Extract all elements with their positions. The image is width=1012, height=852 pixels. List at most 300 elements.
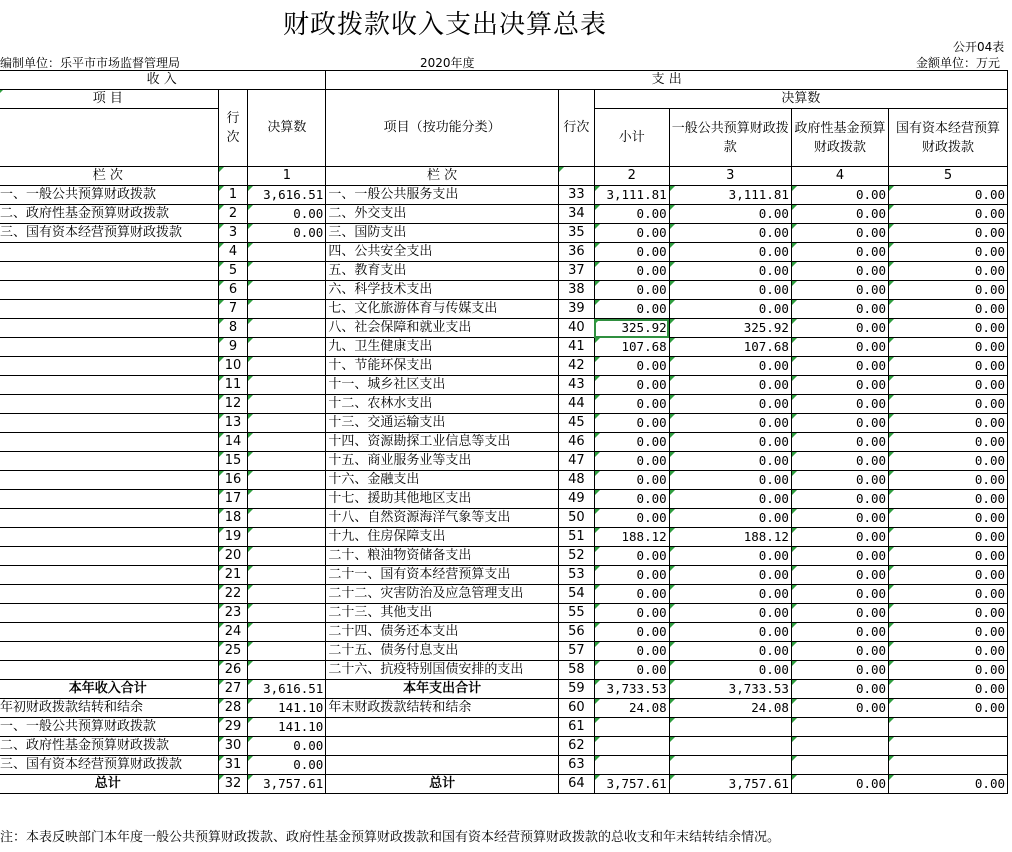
income-item-cell[interactable]: [0, 433, 218, 452]
income-item-cell[interactable]: [0, 319, 218, 338]
fund-budget-cell[interactable]: 0.00: [791, 604, 888, 623]
income-item-cell[interactable]: [0, 281, 218, 300]
income-amount-cell[interactable]: [248, 566, 326, 585]
general-budget-cell[interactable]: 325.92: [669, 319, 791, 338]
table-row: [0, 642, 1009, 661]
fund-budget-cell[interactable]: 0.00: [791, 262, 888, 281]
income-item-cell[interactable]: [0, 509, 218, 528]
income-line-no-cell[interactable]: 32: [218, 775, 248, 794]
expense-item-cell[interactable]: 十一、城乡社区支出: [326, 376, 559, 395]
fund-budget-cell[interactable]: [791, 737, 888, 756]
fund-budget-cell[interactable]: 0.00: [791, 281, 888, 300]
income-line-no-cell[interactable]: 27: [218, 680, 248, 699]
general-budget-cell[interactable]: 0.00: [669, 357, 791, 376]
fund-budget-cell[interactable]: 0.00: [791, 509, 888, 528]
subtotal-cell[interactable]: 0.00: [594, 547, 669, 566]
income-amount-cell[interactable]: 0.00: [248, 737, 326, 756]
general-budget-cell[interactable]: 0.00: [669, 661, 791, 680]
income-item-cell[interactable]: [0, 338, 218, 357]
expense-line-no-cell[interactable]: 42: [558, 357, 594, 376]
income-line-no-cell[interactable]: 1: [218, 186, 248, 205]
fund-budget-cell[interactable]: 0.00: [791, 205, 888, 224]
table-row: [0, 585, 1009, 604]
expense-line-no-cell[interactable]: 53: [558, 566, 594, 585]
expense-item-cell[interactable]: 二十六、抗疫特别国债安排的支出: [326, 661, 559, 680]
income-item-cell[interactable]: [0, 528, 218, 547]
income-amount-cell[interactable]: [248, 319, 326, 338]
table-row: [0, 452, 1009, 471]
income-amount-cell[interactable]: [248, 528, 326, 547]
subtotal-cell[interactable]: 0.00: [594, 205, 669, 224]
state-capital-cell[interactable]: 0.00: [889, 243, 1008, 262]
subtotal-cell[interactable]: 0.00: [594, 604, 669, 623]
income-amount-cell[interactable]: [248, 281, 326, 300]
func-item-header: 项目（按功能分类）: [326, 90, 559, 167]
expense-line-no-cell[interactable]: 51: [558, 528, 594, 547]
fund-budget-cell[interactable]: 0.00: [791, 699, 888, 718]
expense-item-cell[interactable]: 九、卫生健康支出: [326, 338, 559, 357]
income-amount-cell[interactable]: [248, 395, 326, 414]
expense-item-cell[interactable]: 三、国防支出: [326, 224, 559, 243]
income-line-no-cell[interactable]: 9: [218, 338, 248, 357]
expense-line-no-cell[interactable]: 36: [558, 243, 594, 262]
income-line-no-cell[interactable]: 18: [218, 509, 248, 528]
general-budget-cell[interactable]: [669, 756, 791, 775]
state-capital-cell[interactable]: 0.00: [889, 566, 1008, 585]
fund-budget-cell[interactable]: 0.00: [791, 490, 888, 509]
income-amount-cell[interactable]: [248, 338, 326, 357]
expense-line-no-cell[interactable]: 48: [558, 471, 594, 490]
income-amount-cell[interactable]: [248, 490, 326, 509]
expense-item-cell[interactable]: 二十三、其他支出: [326, 604, 559, 623]
state-capital-cell[interactable]: 0.00: [889, 357, 1008, 376]
expense-item-cell[interactable]: 十八、自然资源海洋气象等支出: [326, 509, 559, 528]
fund-budget-cell[interactable]: 0.00: [791, 566, 888, 585]
expense-line-no-cell[interactable]: 58: [558, 661, 594, 680]
income-item-cell[interactable]: 三、国有资本经营预算财政拨款: [0, 224, 218, 243]
income-amount-cell[interactable]: [248, 357, 326, 376]
fund-budget-cell[interactable]: 0.00: [791, 452, 888, 471]
state-capital-cell[interactable]: 0.00: [889, 471, 1008, 490]
subtotal-cell[interactable]: 0.00: [594, 471, 669, 490]
subtotal-cell[interactable]: 0.00: [594, 224, 669, 243]
income-amount-cell[interactable]: [248, 547, 326, 566]
fund-budget-cell[interactable]: 0.00: [791, 186, 888, 205]
subtotal-cell[interactable]: 3,757.61: [594, 775, 669, 794]
general-budget-cell[interactable]: 3,111.81: [669, 186, 791, 205]
expense-item-cell[interactable]: 二十四、债务还本支出: [326, 623, 559, 642]
page-title: 财政拨款收入支出决算总表: [282, 10, 607, 40]
state-capital-cell[interactable]: 0.00: [889, 528, 1008, 547]
subtotal-cell[interactable]: [594, 756, 669, 775]
fund-budget-cell[interactable]: 0.00: [791, 680, 888, 699]
general-budget-cell[interactable]: 0.00: [669, 224, 791, 243]
expense-line-no-cell[interactable]: 44: [558, 395, 594, 414]
expense-line-no-cell[interactable]: 49: [558, 490, 594, 509]
expense-line-no-cell[interactable]: 61: [558, 718, 594, 737]
state-capital-cell[interactable]: 0.00: [889, 205, 1008, 224]
general-budget-cell[interactable]: 3,733.53: [669, 680, 791, 699]
expense-line-no-cell[interactable]: 56: [558, 623, 594, 642]
subtotal-cell[interactable]: 0.00: [594, 566, 669, 585]
subtotal-cell[interactable]: 24.08: [594, 699, 669, 718]
expense-item-cell[interactable]: 十七、援助其他地区支出: [326, 490, 559, 509]
fund-budget-cell[interactable]: 0.00: [791, 661, 888, 680]
subtotal-cell[interactable]: 325.92: [594, 319, 669, 338]
fund-budget-cell[interactable]: 0.00: [791, 414, 888, 433]
fund-budget-cell[interactable]: 0.00: [791, 224, 888, 243]
income-line-no-cell[interactable]: 6: [218, 281, 248, 300]
expense-line-no-cell[interactable]: 43: [558, 376, 594, 395]
income-line-no-cell[interactable]: 10: [218, 357, 248, 376]
subtotal-cell[interactable]: 0.00: [594, 452, 669, 471]
fund-budget-cell[interactable]: 0.00: [791, 433, 888, 452]
subtotal-cell[interactable]: 107.68: [594, 338, 669, 357]
expense-item-cell[interactable]: 六、科学技术支出: [326, 281, 559, 300]
fund-budget-cell[interactable]: 0.00: [791, 338, 888, 357]
general-budget-cell[interactable]: 0.00: [669, 509, 791, 528]
expense-item-cell[interactable]: 十五、商业服务业等支出: [326, 452, 559, 471]
income-line-no-cell[interactable]: 24: [218, 623, 248, 642]
income-item-cell[interactable]: [0, 547, 218, 566]
expense-item-cell[interactable]: 十九、住房保障支出: [326, 528, 559, 547]
subtotal-cell[interactable]: 0.00: [594, 395, 669, 414]
income-amount-cell[interactable]: [248, 509, 326, 528]
fund-budget-cell[interactable]: 0.00: [791, 376, 888, 395]
expense-line-no-cell[interactable]: 62: [558, 737, 594, 756]
expense-item-cell[interactable]: 年末财政拨款结转和结余: [326, 699, 559, 718]
expense-item-cell[interactable]: 四、公共安全支出: [326, 243, 559, 262]
expense-item-cell[interactable]: [326, 737, 559, 756]
subtotal-cell[interactable]: 0.00: [594, 281, 669, 300]
subtotal-cell[interactable]: 0.00: [594, 300, 669, 319]
expense-item-cell[interactable]: 十四、资源勘探工业信息等支出: [326, 433, 559, 452]
state-capital-cell[interactable]: 0.00: [889, 433, 1008, 452]
income-amount-cell[interactable]: [248, 376, 326, 395]
state-capital-cell[interactable]: 0.00: [889, 224, 1008, 243]
income-amount-cell[interactable]: [248, 414, 326, 433]
income-item-cell[interactable]: [0, 623, 218, 642]
subtotal-cell[interactable]: 0.00: [594, 433, 669, 452]
general-budget-cell[interactable]: 0.00: [669, 490, 791, 509]
state-capital-cell[interactable]: 0.00: [889, 490, 1008, 509]
income-item-cell[interactable]: [0, 243, 218, 262]
income-amount-cell[interactable]: 141.10: [248, 718, 326, 737]
expense-item-cell[interactable]: 二十五、债务付息支出: [326, 642, 559, 661]
general-budget-cell[interactable]: [669, 718, 791, 737]
income-line-no-cell[interactable]: 4: [218, 243, 248, 262]
fund-budget-cell[interactable]: 0.00: [791, 547, 888, 566]
expense-line-no-cell[interactable]: 50: [558, 509, 594, 528]
expense-line-no-cell[interactable]: 59: [558, 680, 594, 699]
table-row: [0, 737, 1009, 756]
income-line-no-cell[interactable]: 17: [218, 490, 248, 509]
expense-line-no-cell[interactable]: 55: [558, 604, 594, 623]
expense-item-cell[interactable]: 一、一般公共服务支出: [326, 186, 559, 205]
expense-item-cell[interactable]: 二十一、国有资本经营预算支出: [326, 566, 559, 585]
expense-line-no-cell[interactable]: 35: [558, 224, 594, 243]
income-item-cell[interactable]: [0, 262, 218, 281]
income-item-cell[interactable]: [0, 357, 218, 376]
expense-item-cell[interactable]: [326, 718, 559, 737]
fund-budget-cell[interactable]: 0.00: [791, 395, 888, 414]
subtotal-cell[interactable]: 0.00: [594, 623, 669, 642]
state-capital-cell[interactable]: 0.00: [889, 300, 1008, 319]
fund-budget-cell[interactable]: 0.00: [791, 300, 888, 319]
income-item-cell[interactable]: [0, 566, 218, 585]
general-budget-cell[interactable]: 0.00: [669, 205, 791, 224]
general-budget-cell[interactable]: 0.00: [669, 566, 791, 585]
expense-line-no-cell[interactable]: 45: [558, 414, 594, 433]
state-capital-cell[interactable]: 0.00: [889, 661, 1008, 680]
subtotal-cell[interactable]: 0.00: [594, 243, 669, 262]
subtotal-cell[interactable]: 0.00: [594, 585, 669, 604]
income-item-cell[interactable]: [0, 661, 218, 680]
subtotal-cell[interactable]: [594, 737, 669, 756]
fund-budget-cell[interactable]: 0.00: [791, 642, 888, 661]
expense-line-no-cell[interactable]: 34: [558, 205, 594, 224]
expense-item-cell[interactable]: 七、文化旅游体育与传媒支出: [326, 300, 559, 319]
table-row: [0, 376, 1009, 395]
income-line-no-cell[interactable]: 29: [218, 718, 248, 737]
state-capital-cell[interactable]: 0.00: [889, 376, 1008, 395]
income-amount-cell[interactable]: 3,757.61: [248, 775, 326, 794]
income-item-cell[interactable]: [0, 414, 218, 433]
income-line-no-cell[interactable]: 23: [218, 604, 248, 623]
fund-budget-cell[interactable]: 0.00: [791, 585, 888, 604]
subtotal-cell[interactable]: 0.00: [594, 357, 669, 376]
expense-item-cell[interactable]: 二、外交支出: [326, 205, 559, 224]
state-capital-cell[interactable]: 0.00: [889, 604, 1008, 623]
income-item-cell[interactable]: [0, 452, 218, 471]
state-capital-cell[interactable]: 0.00: [889, 547, 1008, 566]
general-budget-cell[interactable]: 24.08: [669, 699, 791, 718]
subtotal-cell[interactable]: 0.00: [594, 642, 669, 661]
state-capital-cell[interactable]: 0.00: [889, 623, 1008, 642]
income-amount-cell[interactable]: 141.10: [248, 699, 326, 718]
subtotal-cell[interactable]: 0.00: [594, 509, 669, 528]
subtotal-cell[interactable]: 0.00: [594, 661, 669, 680]
general-budget-cell[interactable]: 188.12: [669, 528, 791, 547]
income-item-cell[interactable]: 年初财政拨款结转和结余: [0, 699, 218, 718]
fund-budget-cell[interactable]: 0.00: [791, 319, 888, 338]
income-amount-cell[interactable]: 0.00: [248, 756, 326, 775]
income-amount-cell[interactable]: [248, 300, 326, 319]
general-budget-cell[interactable]: 0.00: [669, 433, 791, 452]
general-budget-cell[interactable]: 0.00: [669, 452, 791, 471]
general-budget-cell[interactable]: 0.00: [669, 262, 791, 281]
income-item-cell[interactable]: 本年收入合计: [0, 680, 218, 699]
fund-budget-cell[interactable]: [791, 718, 888, 737]
income-item-cell[interactable]: [0, 585, 218, 604]
income-line-no-cell[interactable]: 11: [218, 376, 248, 395]
income-line-no-cell[interactable]: 13: [218, 414, 248, 433]
subtotal-cell[interactable]: 0.00: [594, 490, 669, 509]
state-capital-cell[interactable]: [889, 756, 1008, 775]
expense-line-no-cell[interactable]: 33: [558, 186, 594, 205]
income-item-cell[interactable]: [0, 490, 218, 509]
general-budget-cell[interactable]: 0.00: [669, 395, 791, 414]
income-line-no-cell[interactable]: 22: [218, 585, 248, 604]
income-amount-cell[interactable]: 0.00: [248, 224, 326, 243]
general-budget-cell[interactable]: 107.68: [669, 338, 791, 357]
income-item-cell[interactable]: [0, 300, 218, 319]
general-budget-cell[interactable]: 0.00: [669, 547, 791, 566]
income-item-cell[interactable]: [0, 376, 218, 395]
fund-budget-cell[interactable]: [791, 756, 888, 775]
state-capital-cell[interactable]: 0.00: [889, 319, 1008, 338]
expense-line-no-cell[interactable]: 46: [558, 433, 594, 452]
income-item-cell[interactable]: 二、政府性基金预算财政拨款: [0, 737, 218, 756]
expense-line-no-cell[interactable]: 39: [558, 300, 594, 319]
state-capital-cell[interactable]: 0.00: [889, 452, 1008, 471]
general-budget-cell[interactable]: 0.00: [669, 376, 791, 395]
report-table: [0, 70, 1009, 794]
subtotal-cell[interactable]: 188.12: [594, 528, 669, 547]
subtotal-cell[interactable]: 0.00: [594, 262, 669, 281]
income-amount-cell[interactable]: [248, 623, 326, 642]
subtotal-cell[interactable]: 0.00: [594, 376, 669, 395]
income-amount-cell[interactable]: [248, 452, 326, 471]
income-line-no-cell[interactable]: 2: [218, 205, 248, 224]
expense-line-no-cell[interactable]: 38: [558, 281, 594, 300]
income-line-no-cell[interactable]: 3: [218, 224, 248, 243]
subtotal-cell[interactable]: [594, 718, 669, 737]
expense-item-cell[interactable]: 二十、粮油物资储备支出: [326, 547, 559, 566]
income-line-no-cell[interactable]: 14: [218, 433, 248, 452]
state-capital-cell[interactable]: 0.00: [889, 680, 1008, 699]
income-amount-cell[interactable]: [248, 585, 326, 604]
income-line-no-cell[interactable]: 28: [218, 699, 248, 718]
expense-line-no-cell[interactable]: 57: [558, 642, 594, 661]
general-budget-cell[interactable]: 0.00: [669, 585, 791, 604]
general-budget-cell[interactable]: 0.00: [669, 642, 791, 661]
income-line-no-cell[interactable]: 21: [218, 566, 248, 585]
fund-budget-cell[interactable]: 0.00: [791, 243, 888, 262]
income-item-cell[interactable]: [0, 642, 218, 661]
income-item-cell[interactable]: [0, 471, 218, 490]
general-budget-cell[interactable]: 0.00: [669, 623, 791, 642]
state-capital-cell[interactable]: 0.00: [889, 395, 1008, 414]
expense-line-no-cell[interactable]: 64: [558, 775, 594, 794]
expense-item-cell[interactable]: 二十二、灾害防治及应急管理支出: [326, 585, 559, 604]
fund-budget-cell[interactable]: 0.00: [791, 357, 888, 376]
state-capital-cell[interactable]: 0.00: [889, 186, 1008, 205]
state-capital-cell[interactable]: 0.00: [889, 775, 1008, 794]
income-amount-cell[interactable]: 3,616.51: [248, 680, 326, 699]
income-item-cell[interactable]: 总计: [0, 775, 218, 794]
income-amount-cell[interactable]: 0.00: [248, 205, 326, 224]
state-capital-cell[interactable]: 0.00: [889, 585, 1008, 604]
table-row: [0, 528, 1009, 547]
income-amount-cell[interactable]: 3,616.51: [248, 186, 326, 205]
income-amount-cell[interactable]: [248, 604, 326, 623]
expense-item-cell[interactable]: 总计: [326, 775, 559, 794]
income-line-no-cell[interactable]: 26: [218, 661, 248, 680]
expense-line-no-cell[interactable]: 41: [558, 338, 594, 357]
expense-item-cell[interactable]: [326, 756, 559, 775]
income-line-no-cell[interactable]: 25: [218, 642, 248, 661]
general-budget-cell[interactable]: 0.00: [669, 604, 791, 623]
expense-line-no-cell[interactable]: 37: [558, 262, 594, 281]
income-line-no-cell[interactable]: 20: [218, 547, 248, 566]
subtotal-cell[interactable]: 3,733.53: [594, 680, 669, 699]
expense-line-no-cell[interactable]: 47: [558, 452, 594, 471]
state-capital-cell[interactable]: [889, 737, 1008, 756]
income-line-no-cell[interactable]: 7: [218, 300, 248, 319]
income-line-no-cell[interactable]: 8: [218, 319, 248, 338]
income-amount-cell[interactable]: [248, 661, 326, 680]
fund-budget-cell[interactable]: 0.00: [791, 623, 888, 642]
state-capital-cell[interactable]: 0.00: [889, 642, 1008, 661]
state-capital-cell[interactable]: 0.00: [889, 338, 1008, 357]
expense-line-no-cell[interactable]: 63: [558, 756, 594, 775]
subtotal-header: 小计: [594, 109, 669, 167]
juesuan-header: 决算数: [594, 90, 1007, 109]
fund-budget-cell[interactable]: 0.00: [791, 775, 888, 794]
subtotal-cell[interactable]: 0.00: [594, 414, 669, 433]
income-item-cell[interactable]: [0, 604, 218, 623]
fund-budget-cell[interactable]: 0.00: [791, 528, 888, 547]
state-capital-cell[interactable]: 0.00: [889, 414, 1008, 433]
state-capital-cell[interactable]: 0.00: [889, 262, 1008, 281]
general-budget-cell[interactable]: [669, 737, 791, 756]
state-capital-cell[interactable]: [889, 718, 1008, 737]
income-line-no-cell[interactable]: 30: [218, 737, 248, 756]
form-code: 公开04表: [953, 40, 1005, 54]
income-line-no-cell[interactable]: 19: [218, 528, 248, 547]
expense-item-cell[interactable]: 十六、金融支出: [326, 471, 559, 490]
income-item-cell[interactable]: 三、国有资本经营预算财政拨款: [0, 756, 218, 775]
income-item-cell[interactable]: [0, 395, 218, 414]
income-amount-cell[interactable]: [248, 471, 326, 490]
state-capital-cell[interactable]: 0.00: [889, 281, 1008, 300]
income-line-no-cell[interactable]: 12: [218, 395, 248, 414]
income-amount-cell[interactable]: [248, 433, 326, 452]
income-item-cell[interactable]: 二、政府性基金预算财政拨款: [0, 205, 218, 224]
general-budget-cell[interactable]: 0.00: [669, 281, 791, 300]
income-amount-cell[interactable]: [248, 642, 326, 661]
expense-item-cell[interactable]: 八、社会保障和就业支出: [326, 319, 559, 338]
income-line-no-cell[interactable]: 31: [218, 756, 248, 775]
income-line-no-cell[interactable]: 5: [218, 262, 248, 281]
income-amount-cell[interactable]: [248, 262, 326, 281]
expense-item-cell[interactable]: 十二、农林水支出: [326, 395, 559, 414]
expense-line-no-cell[interactable]: 54: [558, 585, 594, 604]
expense-item-cell[interactable]: 本年支出合计: [326, 680, 559, 699]
fund-budget-cell[interactable]: 0.00: [791, 471, 888, 490]
state-capital-cell[interactable]: 0.00: [889, 699, 1008, 718]
general-budget-cell[interactable]: 0.00: [669, 300, 791, 319]
general-budget-cell[interactable]: 0.00: [669, 471, 791, 490]
general-budget-cell[interactable]: 0.00: [669, 414, 791, 433]
income-line-no-cell[interactable]: 16: [218, 471, 248, 490]
expense-item-cell[interactable]: 五、教育支出: [326, 262, 559, 281]
income-amount-cell[interactable]: [248, 243, 326, 262]
general-budget-cell[interactable]: 3,757.61: [669, 775, 791, 794]
income-line-no-cell[interactable]: 15: [218, 452, 248, 471]
state-capital-cell[interactable]: 0.00: [889, 509, 1008, 528]
subtotal-cell[interactable]: 3,111.81: [594, 186, 669, 205]
general-budget-cell[interactable]: 0.00: [669, 243, 791, 262]
expense-item-cell[interactable]: 十、节能环保支出: [326, 357, 559, 376]
income-item-cell[interactable]: 一、一般公共预算财政拨款: [0, 186, 218, 205]
expense-item-cell[interactable]: 十三、交通运输支出: [326, 414, 559, 433]
income-item-cell[interactable]: 一、一般公共预算财政拨款: [0, 718, 218, 737]
expense-line-no-cell[interactable]: 52: [558, 547, 594, 566]
expense-line-no-cell[interactable]: 60: [558, 699, 594, 718]
expense-line-no-cell[interactable]: 40: [558, 319, 594, 338]
